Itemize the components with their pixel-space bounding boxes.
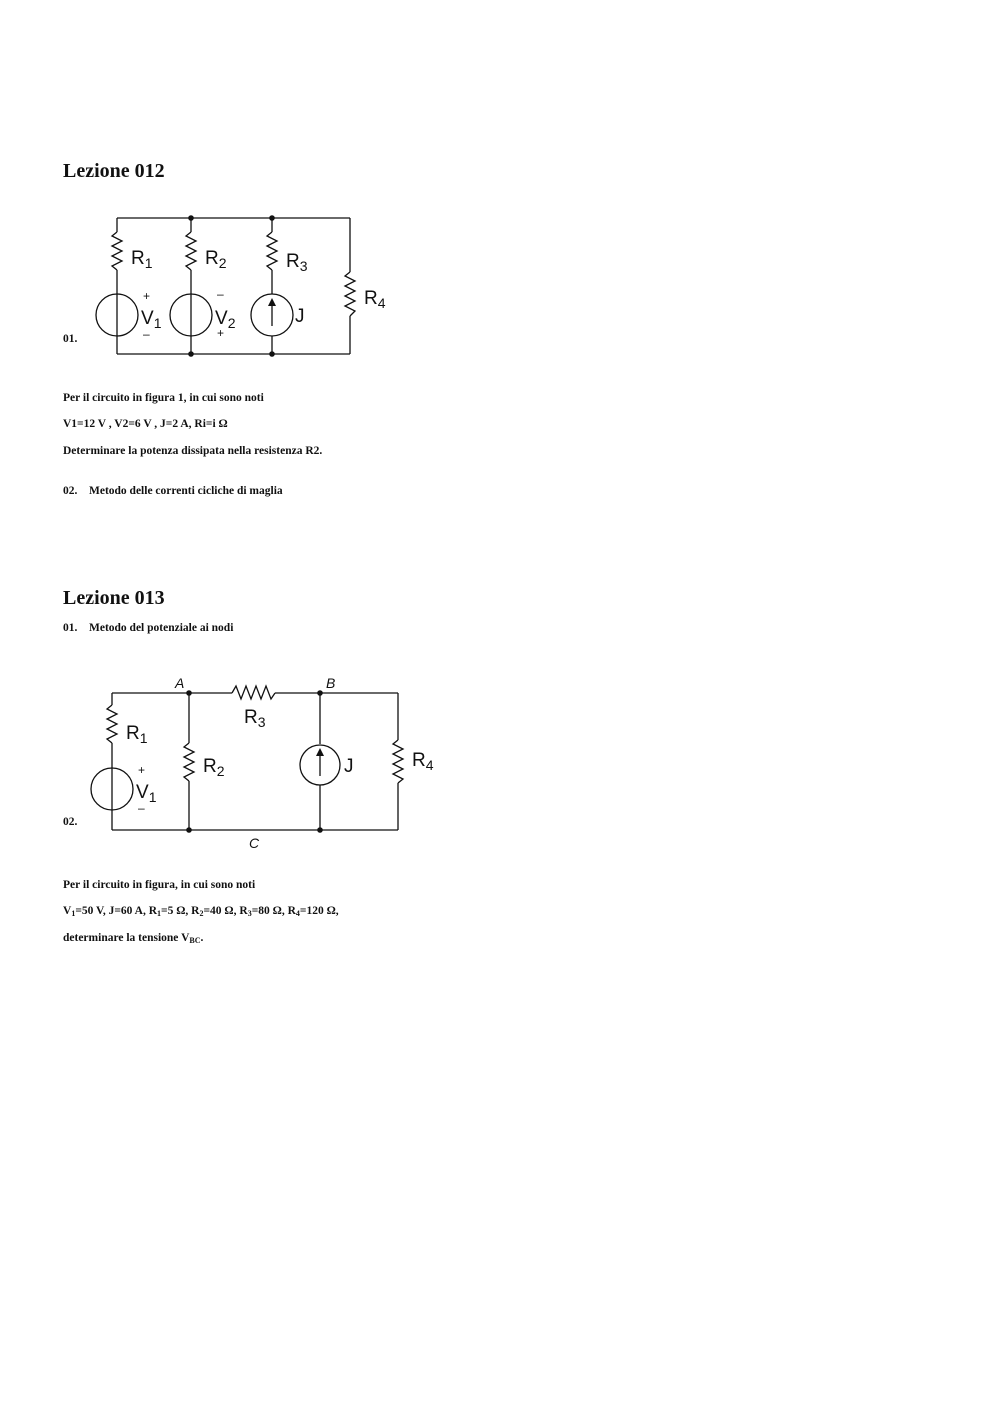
- resistor-r1: [107, 705, 117, 743]
- label-r3: R: [286, 251, 300, 272]
- label-r1-sub: 1: [144, 255, 153, 271]
- svg-text:R2: [203, 756, 225, 779]
- label-r4: R: [412, 750, 426, 771]
- node-a-dot: [186, 690, 192, 696]
- question-number: 01.: [63, 333, 78, 345]
- label-r3-sub: 3: [257, 714, 266, 730]
- label-r1: R: [131, 248, 145, 269]
- question-number: 02.: [63, 816, 78, 828]
- node-c-label: C: [249, 835, 260, 851]
- label-v1-sub: 1: [153, 315, 162, 331]
- node-b-dot: [317, 690, 323, 696]
- label-r2-sub: 2: [216, 763, 225, 779]
- label-r2: R: [205, 248, 219, 269]
- label-v2-sub: 2: [227, 315, 236, 331]
- problem-line-1: Per il circuito in figura, in cui sono noti: [63, 879, 256, 891]
- label-r4-sub: 4: [425, 757, 434, 773]
- label-r4-sub: 4: [377, 295, 386, 311]
- node-a-label: A: [175, 675, 185, 691]
- v2-minus: –: [217, 287, 224, 301]
- v1-plus: +: [143, 289, 151, 303]
- label-v1-sub: 1: [148, 789, 157, 805]
- label-v1: V: [141, 308, 154, 329]
- resistor-r2: [184, 743, 194, 781]
- label-j: J: [344, 756, 354, 777]
- label-r3-sub: 3: [299, 258, 308, 274]
- current-arrow-head: [316, 748, 324, 756]
- resistor-r3: [232, 686, 275, 699]
- question-text: Metodo delle correnti cicliche di maglia: [89, 485, 283, 497]
- label-r4: R: [364, 288, 378, 309]
- label-j: J: [295, 306, 305, 327]
- label-r2-sub: 2: [218, 255, 227, 271]
- problem-line-3: Determinare la potenza dissipata nella resistenza R2.: [63, 445, 323, 457]
- lesson-13-title: Lezione 013: [63, 587, 165, 609]
- junction-dot: [317, 827, 323, 833]
- problem-line-3: determinare la tensione $V_{BC}$.: [63, 932, 204, 945]
- svg-text:R4: [412, 750, 434, 773]
- question-number: 01.: [63, 622, 78, 634]
- lesson-12-title: Lezione 012: [63, 160, 165, 182]
- question-number: 02.: [63, 485, 78, 497]
- v1-plus: +: [138, 763, 146, 777]
- label-r1-sub: 1: [139, 730, 148, 746]
- problem-line-1: Per il circuito in figura 1, in cui sono noti: [63, 392, 264, 404]
- svg-text:R3: [244, 707, 266, 730]
- node-b-label: B: [326, 675, 336, 691]
- label-r1: R: [126, 723, 140, 744]
- v2-plus: +: [217, 326, 225, 340]
- v1-minus: –: [138, 801, 145, 815]
- label-r2: R: [203, 756, 217, 777]
- svg-text:R1: [126, 723, 148, 746]
- problem-line-2: $V_1=50$ V, J=60 A, $R_1=5$ Ω, $R_2=40$ Ω, $R_3=80$ Ω, $R_4=120$ Ω,: [63, 905, 339, 918]
- label-v2: V: [215, 308, 228, 329]
- label-r3: R: [244, 707, 258, 728]
- problem-line-2: V1=12 V , V2=6 V , J=2 A, Ri=i Ω: [63, 418, 228, 430]
- label-v1: V: [136, 782, 149, 803]
- v1-minus: –: [143, 327, 150, 341]
- junction-dot: [186, 827, 192, 833]
- resistor-r4: [393, 740, 403, 783]
- question-text: Metodo del potenziale ai nodi: [89, 622, 234, 634]
